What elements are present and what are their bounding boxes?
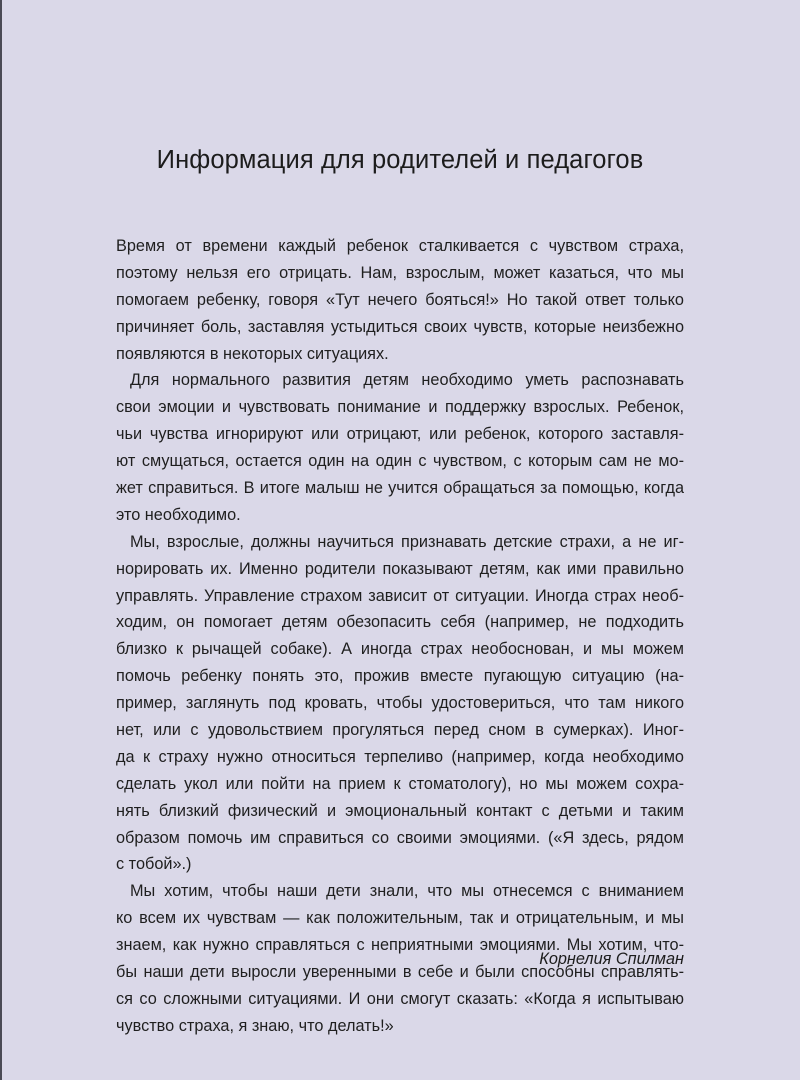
text-line: Мы, взрослые, должны научиться признавать детские страхи, а не иг-: [130, 532, 684, 551]
text-line: с тобой».): [116, 855, 192, 874]
text-line: Мы хотим, чтобы наши дети знали, что мы отнесемся с вниманием: [130, 882, 684, 901]
text-line: свои эмоции и чувствовать понимание и поддержку взрослых. Ребенок,: [116, 398, 684, 417]
text-line: бы наши дети выросли уверенными в себе и были способны справлять-: [116, 963, 684, 982]
text-line: Для нормального развития детям необходимо уметь распознавать: [130, 371, 684, 390]
text-line: управлять. Управление страхом зависит от ситуации. Иногда страх необ-: [116, 586, 684, 605]
paragraph: [116, 367, 684, 528]
paragraph: [116, 233, 684, 367]
text-line: чьи чувства игнорируют или отрицают, или ребенок, которого заставля-: [116, 425, 684, 444]
paragraph: [116, 529, 684, 879]
text-line: близко к рычащей собаке). А иногда страх необоснован, и мы можем: [116, 640, 684, 659]
author-signature: Корнелия Спилман: [539, 950, 684, 968]
text-line: нять близкий физический и эмоциональный контакт с детьми и таким: [116, 801, 684, 820]
text-line: знаем, как нужно справляться с неприятными эмоциями. Мы хотим, что-: [116, 936, 684, 955]
text-line: нет, или с удовольствием прогуляться перед сном в сумерках). Иног-: [116, 721, 684, 740]
page-title: Информация для родителей и педагогов: [156, 146, 644, 174]
text-line: ко всем их чувствам — как положительным, так и отрицательным, и мы: [116, 909, 684, 928]
text-line: помочь ребенку понять это, прожив вместе пугающую ситуацию (на-: [116, 667, 684, 686]
text-line: норировать их. Именно родители показывают детям, как ими правильно: [116, 559, 684, 578]
text-line: жет справиться. В итоге малыш не учится обращаться за помощью, когда: [116, 479, 684, 498]
text-line: помогаем ребенку, говоря «Тут нечего бояться!» Но такой ответ только: [116, 290, 684, 309]
text-line: поэтому нельзя его отрицать. Нам, взрослым, может казаться, что мы: [116, 263, 684, 282]
text-line: чувство страха, я знаю, что делать!»: [116, 1016, 394, 1035]
text-line: пример, заглянуть под кровать, чтобы удостовериться, что там никого: [116, 694, 684, 713]
text-line: сделать укол или пойти на прием к стоматологу), но мы можем сохра-: [116, 774, 684, 793]
text-line: да к страху нужно относиться терпеливо (например, когда необходимо: [116, 747, 684, 766]
text-line: образом помочь им справиться со своими эмоциями. («Я здесь, рядом: [116, 828, 684, 847]
text-line: ся со сложными ситуациями. И они смогут сказать: «Когда я испытываю: [116, 989, 684, 1008]
text-line: это необходимо.: [116, 505, 241, 524]
text-line: ют смущаться, остается один на один с чувством, с которым сам не мо-: [116, 452, 684, 471]
text-line: ходим, он помогает детям обезопасить себя (например, не подходить: [116, 613, 684, 632]
text-line: причиняет боль, заставляя устыдиться своих чувств, которые неизбежно: [116, 317, 684, 336]
text-line: Время от времени каждый ребенок сталкивается с чувством страха,: [116, 237, 684, 255]
text-line: появляются в некоторых ситуациях.: [116, 344, 389, 363]
body-text: [116, 233, 684, 1040]
